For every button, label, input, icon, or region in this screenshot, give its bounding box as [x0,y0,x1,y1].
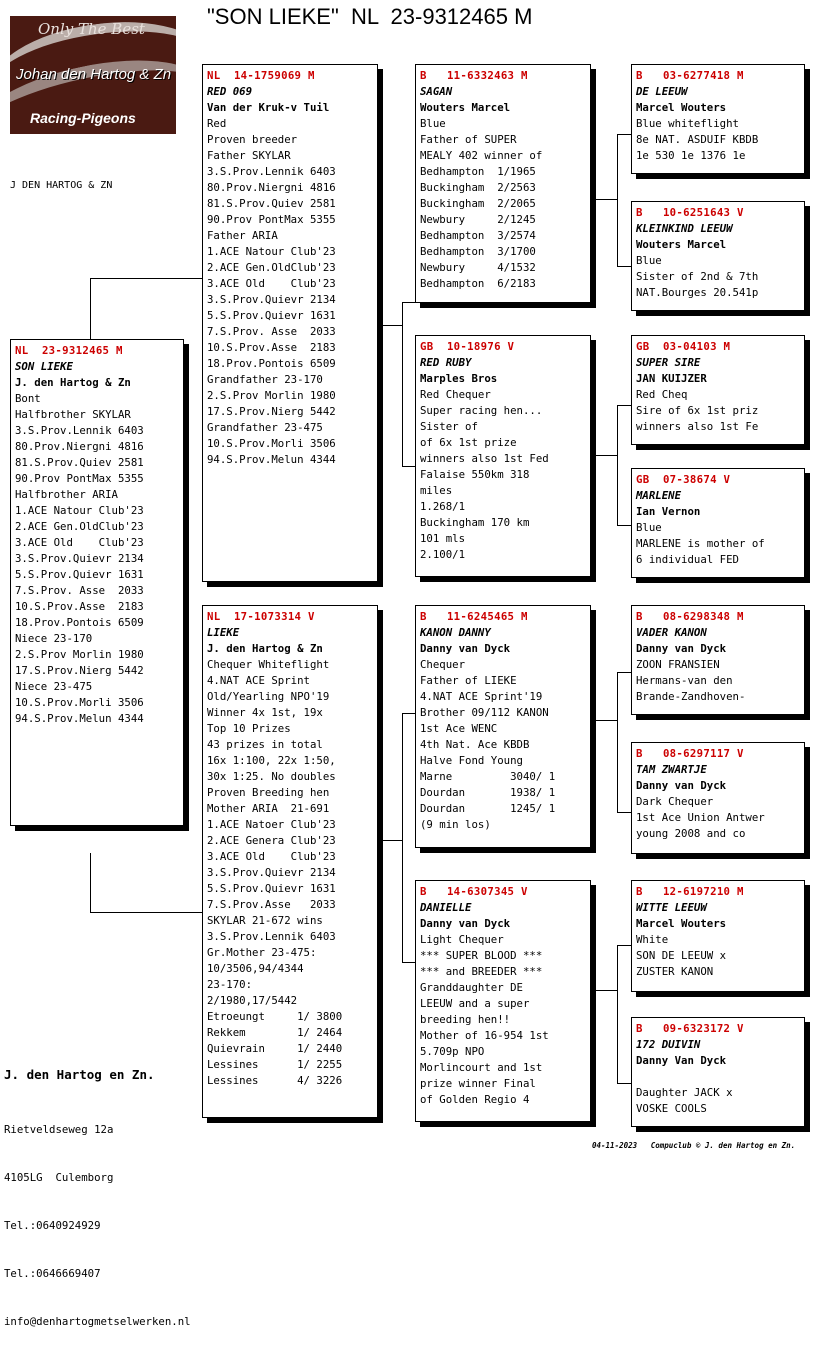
card-line: Top 10 Prizes [207,722,291,735]
card-line: 90.Prov PontMax 5355 [15,472,144,485]
card-line: 3.S.Prov.Lennik 6403 [207,165,336,178]
connector [617,945,618,1083]
card-line: 6 individual FED [636,553,739,566]
connector [592,990,617,991]
owner-name: Danny van Dyck [636,779,727,792]
card-line: Father of LIEKE [420,674,517,687]
connector [617,266,632,267]
pigeon-name: MARLENE [636,489,682,502]
card-line: Newbury 4/1532 [420,261,536,274]
card-line: Super racing hen... [420,404,543,417]
card-line: 5.S.Prov.Quievr 1631 [15,568,144,581]
connector [617,945,632,946]
card-line: 94.S.Prov.Melun 4344 [207,453,336,466]
connector [617,405,632,406]
ring-number: B 08-6297117 V [636,747,744,760]
card-line: 5.S.Prov.Quievr 1631 [207,882,336,895]
connector [592,199,617,200]
connector [592,455,617,456]
pedigree-card-mother-mother [415,880,591,1122]
card-line: 3.S.Prov.Quievr 2134 [207,293,336,306]
card-line: Falaise 550km 318 [420,468,530,481]
ring-number: GB 03-04103 M [636,340,731,353]
owner-name: Danny van Dyck [636,642,727,655]
owner-name: JAN KUIJZER [636,372,707,385]
card-line: Bont [15,392,41,405]
card-line: Sister of 2nd & 7th [636,270,759,283]
card-line: 1st Ace Union Antwer [636,811,765,824]
card-line: Blue [636,521,662,534]
card-line: Buckingham 170 km [420,516,530,529]
owner-name: Danny van Dyck [420,917,511,930]
card-line: Bedhampton 3/1700 [420,245,536,258]
ring-number: B 14-6307345 V [420,885,528,898]
pigeon-name: DE LEEUW [636,85,688,98]
pigeon-name: SUPER SIRE [636,356,701,369]
card-line: Dourdan 1938/ 1 [420,786,556,799]
connector [617,672,618,812]
logo-name: Johan den Hartog & Zn [16,66,172,83]
pigeon-name: WITTE LEEUW [636,901,707,914]
logo-subtitle: Racing-Pigeons [30,110,136,126]
card-line: winners also 1st Fed [420,452,549,465]
logo-tagline: Only The Best [38,20,145,38]
card-line: *** and BREEDER *** [420,965,543,978]
ring-number: GB 10-18976 V [420,340,515,353]
connector [402,466,416,467]
ring-number: B 11-6332463 M [420,69,528,82]
owner-name: Wouters Marcel [636,238,727,251]
card-line: winners also 1st Fe [636,420,759,433]
card-line: Halfbrother SKYLAR [15,408,131,421]
card-line: 10/3506,94/4344 [207,962,304,975]
card-line: 80.Prov.Niergni 4816 [207,181,336,194]
card-line: Sire of 6x 1st priz [636,404,759,417]
pigeon-name: TAM ZWARTJE [636,763,707,776]
card-line: Chequer Whiteflight [207,658,330,671]
card-line: Niece 23-475 [15,680,93,693]
card-line: Red [207,117,227,130]
card-line: 7.S.Prov. Asse 2033 [207,325,336,338]
card-line: 5.S.Prov.Quievr 1631 [207,309,336,322]
card-line: Buckingham 2/2065 [420,197,536,210]
ring-number: NL 14-1759069 M [207,69,315,82]
card-line: Sister of [420,420,478,433]
card-line: 1e 530 1e 1376 1e [636,149,746,162]
pedigree-card-father-father [415,64,591,303]
card-line: Bedhampton 1/1965 [420,165,536,178]
pigeon-name: LIEKE [207,626,240,639]
owner-name: J. den Hartog & Zn [15,376,131,389]
card-line: Blue [420,117,446,130]
connector [90,278,203,279]
connector [90,853,91,913]
pedigree-card-mm-mother [631,1017,805,1127]
card-line: Father SKYLAR [207,149,291,162]
card-line: Old/Yearling NPO'19 [207,690,330,703]
footer: 04-11-2023 Compuclub © J. den Hartog en Zn. [592,1141,796,1150]
card-line: ZUSTER KANON [636,965,714,978]
owner-name: Ian Vernon [636,505,701,518]
card-line: Blue [636,254,662,267]
ring-number: GB 07-38674 V [636,473,731,486]
card-line: Morlincourt and 1st [420,1061,543,1074]
pedigree-card-mf-mother [631,742,805,854]
card-line: 2.S.Prov Morlin 1980 [15,648,144,661]
card-line: 10.S.Prov.Asse 2183 [207,341,336,354]
ring-number: B 03-6277418 M [636,69,744,82]
card-line: 1.268/1 [420,500,466,513]
card-line: Halve Fond Young [420,754,523,767]
card-line: Grandfather 23-170 [207,373,323,386]
breeder-short: J DEN HARTOG & ZN [10,180,113,191]
card-line: 5.709p NPO [420,1045,485,1058]
card-line: 23-170: [207,978,253,991]
connector [617,672,632,673]
card-line: Daughter JACK x [636,1086,733,1099]
card-line: Newbury 2/1245 [420,213,536,226]
connector [617,525,632,526]
card-line: Bedhampton 3/2574 [420,229,536,242]
connector [90,278,91,340]
owner-name: J. den Hartog & Zn [207,642,323,655]
connector [379,325,402,326]
card-line: 1.ACE Natour Club'23 [207,245,336,258]
card-line: 3.S.Prov.Lennik 6403 [15,424,144,437]
card-line: Etroeungt 1/ 3800 [207,1010,343,1023]
card-line: 2/1980,17/5442 [207,994,298,1007]
ring-number: NL 23-9312465 M [15,344,123,357]
card-line: 1.ACE Natour Club'23 [15,504,144,517]
card-line: 3.S.Prov.Lennik 6403 [207,930,336,943]
card-line: 81.S.Prov.Quiev 2581 [207,197,336,210]
card-line: 3.ACE Old Club'23 [207,850,336,863]
contact-line: 4105LG Culemborg [4,1171,114,1184]
card-line: SKYLAR 21-672 wins [207,914,323,927]
card-line: Father ARIA [207,229,278,242]
card-line: 2.ACE Gen.OldClub'23 [207,261,336,274]
connector [402,302,403,467]
owner-name: Danny van Dyck [420,642,511,655]
card-line: Gr.Mother 23-475: [207,946,317,959]
card-line: LEEUW and a super [420,997,530,1010]
card-line: of Golden Regio 4 [420,1093,530,1106]
card-line: 17.S.Prov.Nierg 5442 [207,405,336,418]
card-line: Marne 3040/ 1 [420,770,556,783]
card-line: 30x 1:25. No doubles [207,770,336,783]
pigeon-name: 172 DUIVIN [636,1038,701,1051]
card-line: 16x 1:100, 22x 1:50, [207,754,336,767]
ring-number: B 08-6298348 M [636,610,744,623]
card-line: Lessines 4/ 3226 [207,1074,343,1087]
pedigree-card-father [202,64,378,582]
card-line: 81.S.Prov.Quiev 2581 [15,456,144,469]
card-line: Buckingham 2/2563 [420,181,536,194]
ring-number: B 12-6197210 M [636,885,744,898]
pigeon-name: RED RUBY [420,356,472,369]
card-line: 10.S.Prov.Asse 2183 [15,600,144,613]
connector [617,134,618,266]
card-line [636,1069,804,1085]
pigeon-name: DANIELLE [420,901,472,914]
card-line: Niece 23-170 [15,632,93,645]
card-line: MEALY 402 winner of [420,149,543,162]
card-line: 3.ACE Old Club'23 [207,277,336,290]
card-line: 3.S.Prov.Quievr 2134 [207,866,336,879]
connector [617,134,632,135]
pedigree-card-mother-father [415,605,591,848]
card-line: 1st Ace WENC [420,722,498,735]
owner-name: Marcel Wouters [636,101,727,114]
card-line: 10.S.Prov.Morli 3506 [15,696,144,709]
card-line: Lessines 1/ 2255 [207,1058,343,1071]
connector [617,405,618,525]
card-line: Dark Chequer [636,795,714,808]
pedigree-card-subject [10,339,184,826]
connector [617,812,632,813]
card-line: Chequer [420,658,466,671]
connector [90,912,203,913]
owner-name: Wouters Marcel [420,101,511,114]
card-line: Dourdan 1245/ 1 [420,802,556,815]
card-line: Proven Breeding hen [207,786,330,799]
pigeon-name: KANON DANNY [420,626,491,639]
connector [617,1083,632,1084]
ring-number: B 09-6323172 V [636,1022,744,1035]
card-line: 7.S.Prov.Asse 2033 [207,898,336,911]
card-line: young 2008 and co [636,827,746,840]
card-line: 4.NAT ACE Sprint [207,674,310,687]
contact-email: info@denhartogmetselwerken.nl [4,1315,191,1328]
card-line: 2.100/1 [420,548,466,561]
ring-number: B 11-6245465 M [420,610,528,623]
card-line: miles [420,484,453,497]
pedigree-card-mm-father [631,880,805,992]
pigeon-name: VADER KANON [636,626,707,639]
card-line: Light Chequer [420,933,504,946]
card-line: Grandfather 23-475 [207,421,323,434]
card-line: 101 mls [420,532,466,545]
card-line: Rekkem 1/ 2464 [207,1026,343,1039]
owner-name: Marples Bros [420,372,498,385]
contact-name: J. den Hartog en Zn. [4,1067,155,1082]
card-line: Winner 4x 1st, 19x [207,706,323,719]
card-line: Red Cheq [636,388,688,401]
connector [402,302,416,303]
owner-name: Danny Van Dyck [636,1054,727,1067]
card-line: NAT.Bourges 20.541p [636,286,759,299]
card-line: ZOON FRANSIEN [636,658,720,671]
pedigree-card-fm-mother [631,468,805,578]
card-line: 17.S.Prov.Nierg 5442 [15,664,144,677]
card-line: MARLENE is mother of [636,537,765,550]
card-line: 43 prizes in total [207,738,323,751]
card-line: 7.S.Prov. Asse 2033 [15,584,144,597]
logo [10,16,176,134]
card-line: Hermans-van den [636,674,733,687]
card-line: Quievrain 1/ 2440 [207,1042,343,1055]
card-line: VOSKE COOLS [636,1102,707,1115]
card-line: Mother ARIA 21-691 [207,802,330,815]
card-line: 2.ACE Genera Club'23 [207,834,336,847]
contact-phone: Tel.:0640924929 [4,1219,101,1232]
card-line: 18.Prov.Pontois 6509 [15,616,144,629]
card-line: Red Chequer [420,388,491,401]
card-line: 4th Nat. Ace KBDB [420,738,530,751]
card-line: 10.S.Prov.Morli 3506 [207,437,336,450]
card-line: 2.ACE Gen.OldClub'23 [15,520,144,533]
pigeon-name: KLEINKIND LEEUW [636,222,733,235]
card-line: 4.NAT ACE Sprint'19 [420,690,543,703]
ring-number: NL 17-1073314 V [207,610,315,623]
card-line: 18.Prov.Pontois 6509 [207,357,336,370]
card-line: Brother 09/112 KANON [420,706,549,719]
card-line: Bedhampton 6/2183 [420,277,536,290]
card-line: 90.Prov PontMax 5355 [207,213,336,226]
card-line: 2.S.Prov Morlin 1980 [207,389,336,402]
card-line: Father of SUPER [420,133,517,146]
card-line: SON DE LEEUW x [636,949,727,962]
card-line: Proven breeder [207,133,298,146]
connector [402,713,416,714]
owner-name: Marcel Wouters [636,917,727,930]
pigeon-name: RED 069 [207,85,253,98]
connector [592,720,617,721]
connector [379,840,402,841]
card-line: breeding hen!! [420,1013,511,1026]
card-line: of 6x 1st prize [420,436,517,449]
owner-name: Van der Kruk-v Tuil [207,101,330,114]
pedigree-card-father-mother [415,335,591,577]
card-line: 8e NAT. ASDUIF KBDB [636,133,759,146]
ring-number: B 10-6251643 V [636,206,744,219]
page-title: "SON LIEKE" NL 23-9312465 M [207,4,533,29]
card-line: Mother of 16-954 1st [420,1029,549,1042]
contact-line: Rietveldseweg 12a [4,1123,114,1136]
pedigree-card-mf-father [631,605,805,715]
card-line: *** SUPER BLOOD *** [420,949,543,962]
pedigree-card-ff-mother [631,201,805,311]
card-line: (9 min los) [420,818,491,831]
contact-block [4,1034,191,1346]
connector [402,962,416,963]
card-line: 3.S.Prov.Quievr 2134 [15,552,144,565]
card-line: prize winner Final [420,1077,536,1090]
card-line: Brande-Zandhoven- [636,690,746,703]
connector [402,713,403,963]
card-line: Blue whiteflight [636,117,739,130]
card-line: 1.ACE Natoer Club'23 [207,818,336,831]
card-line: White [636,933,669,946]
contact-phone: Tel.:0646669407 [4,1267,101,1280]
pedigree-card-mother [202,605,378,1118]
pigeon-name: SAGAN [420,85,453,98]
card-line: Granddaughter DE [420,981,523,994]
pedigree-card-fm-father [631,335,805,445]
card-line: Halfbrother ARIA [15,488,118,501]
pedigree-card-ff-father [631,64,805,174]
pigeon-name: SON LIEKE [15,360,73,373]
card-line: 3.ACE Old Club'23 [15,536,144,549]
card-line: 94.S.Prov.Melun 4344 [15,712,144,725]
card-line: 80.Prov.Niergni 4816 [15,440,144,453]
